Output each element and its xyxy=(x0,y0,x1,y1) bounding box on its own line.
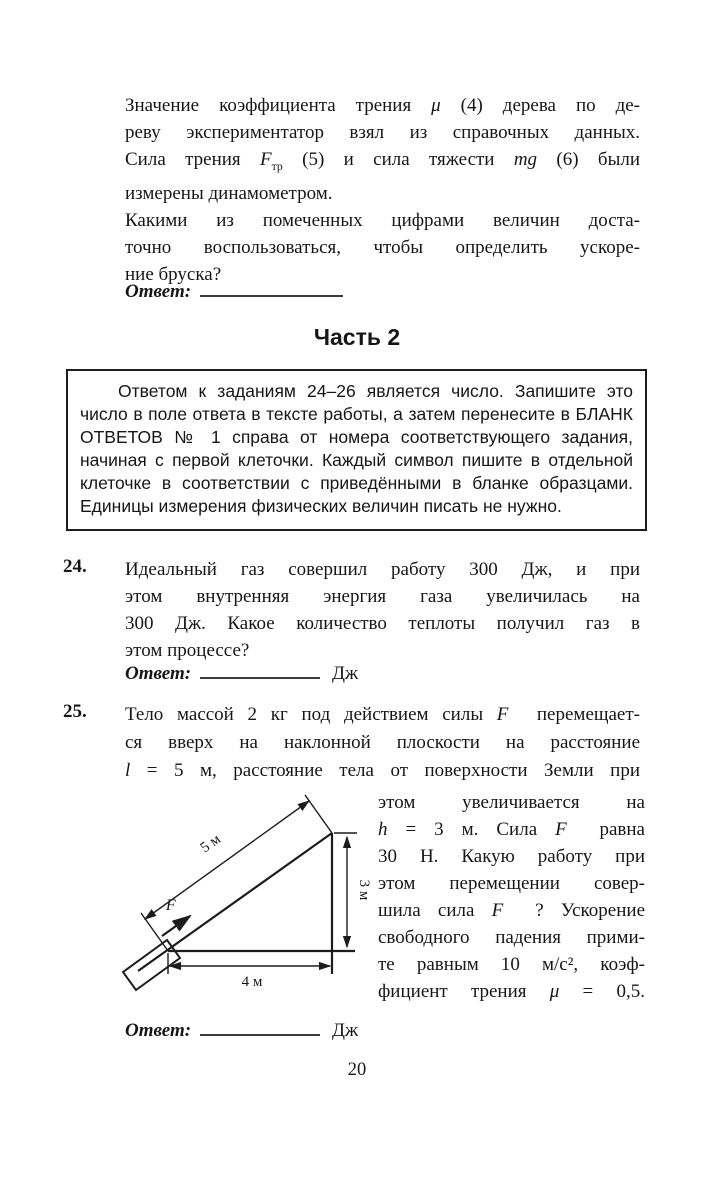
dim-label-5m: 5 м xyxy=(197,831,224,857)
answer-row-intro xyxy=(125,281,343,303)
text-line: 30 Н. Какую работу при xyxy=(378,846,645,867)
text-line: этом увеличивается на xyxy=(378,792,645,813)
question-24-text xyxy=(125,556,640,664)
answer-blank xyxy=(200,665,320,679)
text-line: измерены динамометром. xyxy=(125,182,333,204)
answer-unit: Дж xyxy=(332,663,359,684)
dim-line-5m xyxy=(145,801,309,919)
incline-diagram-svg xyxy=(100,786,378,1010)
text-line: h = 3 м. Сила F⃗ равна xyxy=(378,819,645,840)
answer-label: Ответ: xyxy=(125,663,192,684)
section-heading: Часть 2 xyxy=(313,324,401,350)
text-line: ОТВЕТОВ № 1 справа от номера соответствующего задания, xyxy=(80,427,633,447)
text-line: число в поле ответа в тексте работы, а затем перенесите в БЛАНК xyxy=(80,404,633,424)
text-line: фициент трения μ = 0,5. xyxy=(378,981,645,1002)
page-number: 20 xyxy=(347,1060,367,1080)
question-25-text xyxy=(125,701,640,785)
text-line: этом процессе? xyxy=(125,640,250,661)
text-line: ся вверх на наклонной плоскости на расстояние xyxy=(125,732,640,753)
text-line: Значение коэффициента трения μ (4) дерева по де- xyxy=(125,95,640,116)
dim-label-3m: 3 м xyxy=(356,879,372,901)
text-line: точно воспользоваться, чтобы определить ускоре- xyxy=(125,236,640,258)
text-line: Какими из помеченных цифрами величин доста- xyxy=(125,209,640,231)
answer-row-q24 xyxy=(125,663,358,685)
text-line: Тело массой 2 кг под действием силы F⃗ перемещает- xyxy=(125,704,641,725)
text-line: Ответом к заданиям 24–26 является число. Запишите это xyxy=(118,381,633,401)
text-line: реву экспериментатор взял из справочных данных. xyxy=(125,122,640,143)
block-on-incline xyxy=(123,940,180,990)
text-line: шила сила F⃗ ? Ускорение xyxy=(378,900,645,921)
answer-label: Ответ: xyxy=(125,1020,192,1041)
incline-figure xyxy=(100,786,378,1010)
dim-label-4m: 4 м xyxy=(241,974,263,990)
text-line: свободного падения прими- xyxy=(378,927,645,948)
dim-extension-line xyxy=(305,795,332,833)
intro-paragraph xyxy=(125,92,640,288)
instructions-box xyxy=(66,369,647,531)
question-25-right-column xyxy=(378,786,645,1010)
question-25-figure-row xyxy=(100,786,645,1010)
text-line: клеточке в соответствии с приведёнными в бланке образцами. xyxy=(80,473,633,493)
text-line: Идеальный газ совершил работу 300 Дж, и при xyxy=(125,559,640,580)
text-line: Сила трения $F_{тр}$ (5) и сила тяжести mg (6) были xyxy=(125,149,640,173)
answer-row-q25 xyxy=(125,1020,358,1042)
text-line: начиная с первой клеточки. Каждый символ пишите в отдельной xyxy=(80,450,633,470)
force-arrow xyxy=(162,916,190,936)
question-25-number: 25. xyxy=(63,701,87,722)
text-line: этом перемещении совер- xyxy=(378,873,645,894)
answer-label: Ответ: xyxy=(125,281,192,302)
text-line: Единицы измерения физических величин писать не нужно. xyxy=(80,496,562,516)
answer-blank xyxy=(200,1022,320,1036)
question-24-number: 24. xyxy=(63,556,87,577)
answer-unit: Дж xyxy=(332,1020,359,1041)
answer-blank xyxy=(200,283,343,297)
text-line: ние бруска? xyxy=(125,263,222,285)
text-line: 300 Дж. Какое количество теплоты получил газ в xyxy=(125,613,640,634)
text-line: этом внутренняя энергия газа увеличилась на xyxy=(125,586,640,607)
text-line: l = 5 м, расстояние тела от поверхности Земли при xyxy=(125,760,640,781)
text-line: те равным 10 м/с², коэф- xyxy=(378,954,645,975)
force-label: F⃗ xyxy=(165,897,189,914)
